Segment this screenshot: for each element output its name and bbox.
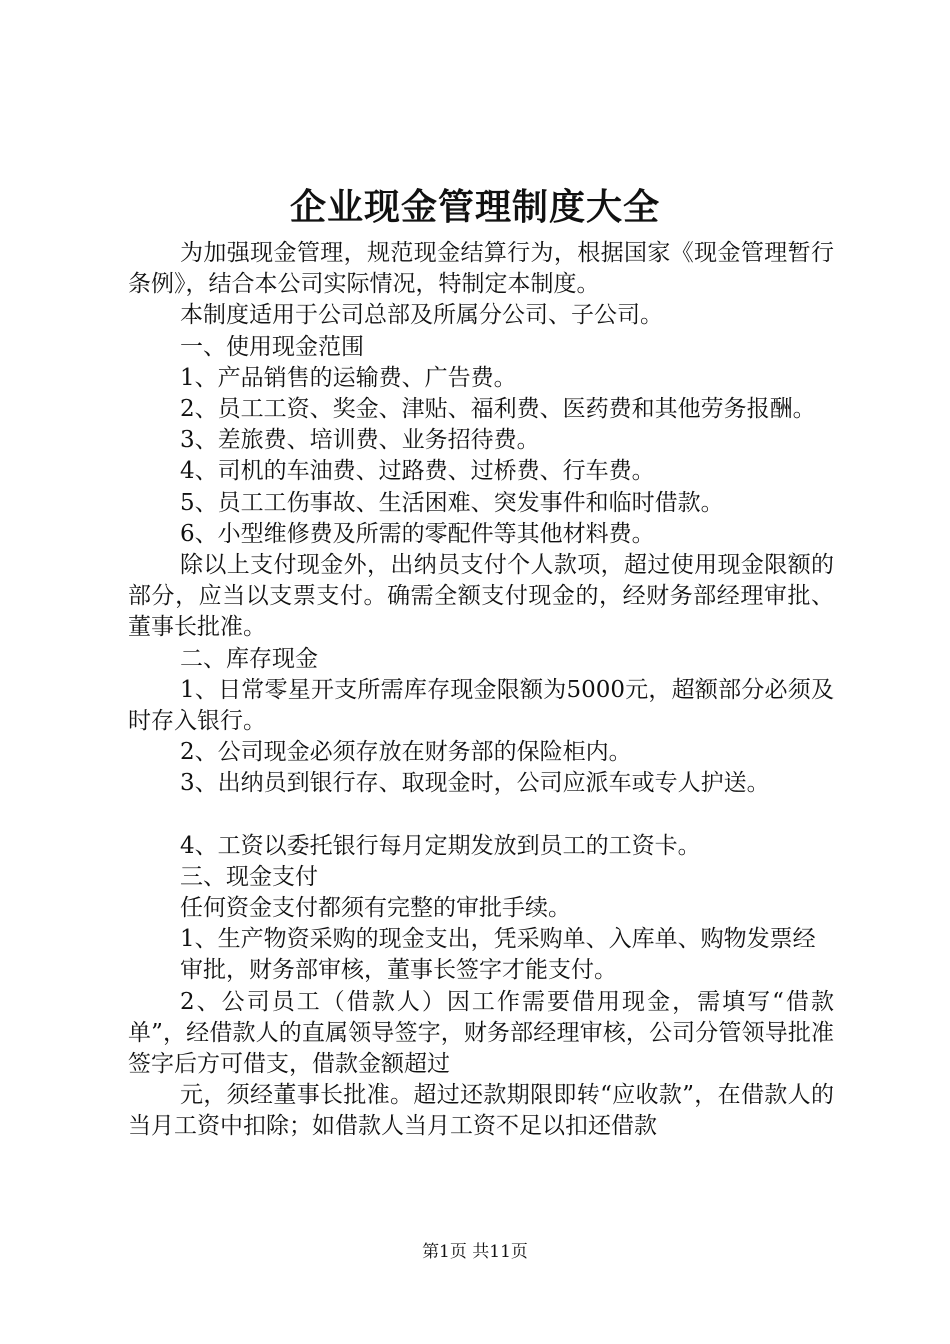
list-item: 2、公司现金必须存放在财务部的保险柜内。: [180, 739, 632, 766]
section-heading-1: 一、使用现金范围: [180, 333, 364, 360]
paragraph: 任何资金支付都须有完整的审批手续。: [180, 895, 571, 922]
list-item: 1、日常零星开支所需库存现金限额为5000元，超额部分必须及时存入银行。: [128, 676, 834, 735]
list-item: 4、工资以委托银行每月定期发放到员工的工资卡。: [180, 832, 701, 859]
list-item: 2、公司员工（借款人）因工作需要借用现金，需填写“借款单”，经借款人的直属领导签字，财务部经理审核，公司分管领导批准签字后方可借支，借款金额超过: [128, 988, 834, 1078]
list-item: 5、员工工伤事故、生活困难、突发事件和临时借款。: [180, 489, 724, 516]
list-item: 1、产品销售的运输费、广告费。: [180, 364, 517, 391]
page-footer: 第1页 共11页: [422, 1242, 528, 1262]
list-item: 2、员工工资、奖金、津贴、福利费、医药费和其他劳务报酬。: [180, 396, 816, 423]
paragraph: 除以上支付现金外，出纳员支付个人款项，超过使用现金限额的部分，应当以支票支付。确需全额支付现金的，经财务部经理审批、董事长批准。: [128, 552, 834, 641]
paragraph: 元，须经董事长批准。超过还款期限即转“应收款”，在借款人的当月工资中扣除；如借款人当月工资不足以扣还借款: [128, 1082, 834, 1140]
paragraph-intro: 为加强现金管理，规范现金结算行为，根据国家《现金管理暂行条例》，结合本公司实际情况，特制定本制度。: [128, 240, 834, 298]
document-body: [128, 238, 834, 1143]
list-item: 4、司机的车油费、过路费、过桥费、行车费。: [180, 458, 655, 485]
list-item: 1、生产物资采购的现金支出，凭采购单、入库单、购物发票经: [180, 926, 816, 953]
list-item: 6、小型维修费及所需的零配件等其他材料费。: [180, 520, 655, 547]
list-item: 3、差旅费、培训费、业务招待费。: [180, 427, 540, 454]
document-title: 企业现金管理制度大全: [289, 186, 660, 228]
paragraph-scope: 本制度适用于公司总部及所属分公司、子公司。: [180, 302, 663, 329]
list-item: 3、出纳员到银行存、取现金时，公司应派车或专人护送。: [180, 770, 770, 797]
section-heading-3: 三、现金支付: [180, 863, 318, 890]
section-heading-2: 二、库存现金: [180, 645, 318, 672]
paragraph: 审批，财务部审核，董事长签字才能支付。: [180, 957, 617, 984]
